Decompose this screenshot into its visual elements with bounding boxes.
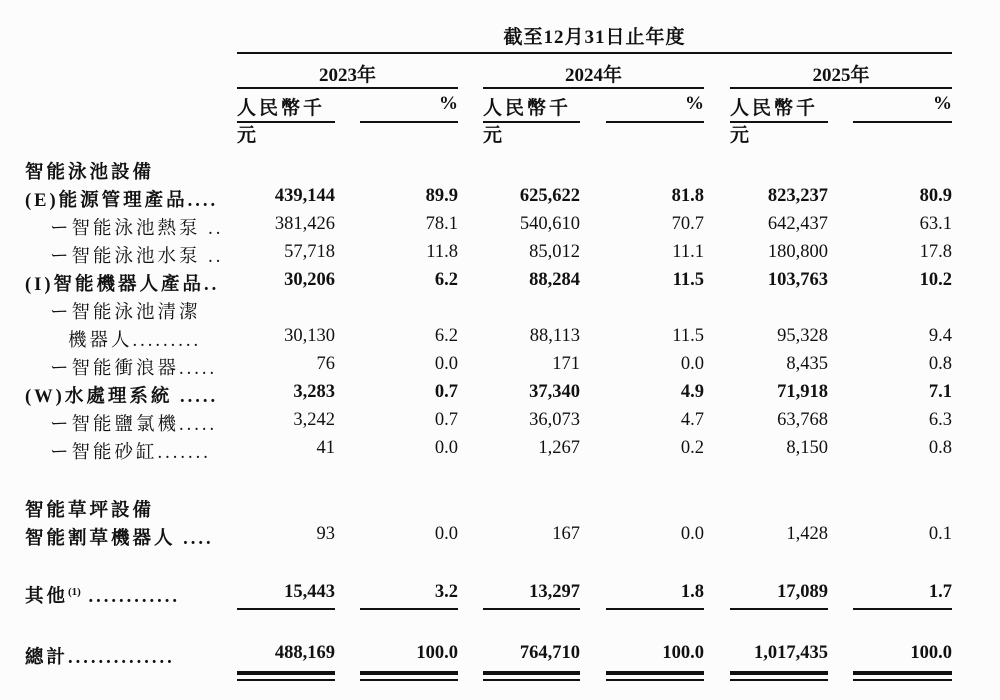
cell-2025-pct: 100.0	[910, 643, 952, 663]
cell-2024-pct: 11.5	[672, 326, 704, 346]
table-row	[0, 382, 1000, 410]
cell-2023-amount: 381,426	[274, 214, 335, 234]
cell-2023-pct: 0.0	[434, 438, 458, 458]
cell-2024-amount: 167	[552, 524, 580, 544]
cell-2024-amount: 1,267	[538, 438, 580, 458]
leader-dots: .........	[132, 331, 202, 351]
cell-2023-pct: 0.0	[434, 524, 458, 544]
unit-rule	[606, 121, 704, 123]
table-row	[0, 410, 1000, 438]
cell-2024-amount: 764,710	[519, 643, 580, 663]
leader-dots: ..	[200, 219, 224, 239]
table-row	[0, 524, 1000, 552]
cell-2023-amount: 3,283	[293, 382, 335, 402]
table-row	[0, 438, 1000, 466]
cell-2024-pct: 11.5	[672, 270, 704, 290]
cell-2025-pct: 7.1	[928, 382, 952, 402]
row-label: 智能割草機器人	[25, 529, 176, 549]
row-label: ー智能泳池清潔	[50, 303, 201, 323]
year-header-2025: 2025年	[812, 65, 870, 86]
unit-pct-2024: %	[685, 93, 704, 114]
cell-2025-pct: 80.9	[919, 186, 952, 206]
table-row	[0, 354, 1000, 382]
row-label: 總計	[25, 648, 69, 668]
cell-2025-amount: 8,435	[786, 354, 828, 374]
unit-rule	[483, 121, 580, 123]
year-header-2024: 2024年	[564, 65, 622, 86]
cell-2023-pct: 89.9	[425, 186, 458, 206]
unit-rule	[360, 121, 458, 123]
cell-2023-amount: 76	[316, 354, 335, 374]
cell-2024-pct: 4.9	[680, 382, 704, 402]
leader-dots: ....	[175, 529, 214, 549]
footnote-marker: (1)	[68, 585, 81, 598]
leader-dots: .....	[172, 387, 219, 407]
cell-2024-pct: 4.7	[680, 410, 704, 430]
unit-pct-2025: %	[933, 93, 952, 114]
leader-dots: ....	[187, 191, 219, 211]
cell-2024-amount: 625,622	[519, 186, 580, 206]
row-label: (W)水處理系統	[25, 387, 173, 407]
cell-2025-amount: 8,150	[786, 438, 828, 458]
table-row	[0, 270, 1000, 298]
cell-2024-pct: 100.0	[662, 643, 704, 663]
row-label: (E)能源管理產品	[25, 191, 188, 211]
row-label: ー智能泳池熱泵	[50, 219, 201, 239]
cell-2023-pct: 6.2	[434, 270, 458, 290]
cell-2023-amount: 488,169	[274, 643, 335, 663]
cell-2025-amount: 71,918	[777, 382, 828, 402]
cell-2025-pct: 1.7	[928, 582, 952, 602]
cell-2023-pct: 0.0	[434, 354, 458, 374]
cell-2024-pct: 70.7	[671, 214, 704, 234]
subtotal-rule	[853, 608, 952, 610]
cell-2023-pct: 11.8	[426, 242, 458, 262]
cell-2024-pct: 0.0	[680, 354, 704, 374]
unit-rule	[237, 121, 335, 123]
cell-2025-amount: 180,800	[767, 242, 828, 262]
subtotal-rule	[360, 608, 458, 610]
unit-rule	[853, 121, 952, 123]
subtotal-rule	[730, 608, 828, 610]
cell-2025-amount: 95,328	[777, 326, 828, 346]
cell-2024-pct: 0.0	[680, 524, 704, 544]
leader-dots: .....	[179, 359, 218, 379]
cell-2023-amount: 30,130	[284, 326, 335, 346]
cell-2025-amount: 17,089	[777, 582, 828, 602]
cell-2025-pct: 6.3	[928, 410, 952, 430]
total-double-rule	[360, 671, 458, 675]
year-rule-2024	[483, 87, 704, 89]
cell-2023-pct: 6.2	[434, 326, 458, 346]
cell-2023-pct: 0.7	[434, 410, 458, 430]
table-period-title: 截至12月31日止年度	[503, 27, 686, 48]
leader-dots: .....	[179, 415, 218, 435]
cell-2025-amount: 103,763	[767, 270, 828, 290]
cell-2024-pct: 0.2	[680, 438, 704, 458]
cell-2025-pct: 63.1	[919, 214, 952, 234]
total-double-rule	[853, 679, 952, 681]
row-label: 智能草坪設備	[25, 501, 155, 521]
cell-2025-pct: 17.8	[919, 242, 952, 262]
total-double-rule	[237, 679, 335, 681]
cell-2024-amount: 85,012	[529, 242, 580, 262]
cell-2023-amount: 3,242	[293, 410, 335, 430]
table-row	[0, 242, 1000, 270]
cell-2023-amount: 439,144	[274, 186, 335, 206]
section-heading-pool-equipment	[0, 158, 1000, 186]
cell-2023-pct: 3.2	[434, 582, 458, 602]
row-label: ー智能衝浪器	[50, 359, 180, 379]
subtotal-rule	[237, 608, 335, 610]
row-label: (I)智能機器人產品	[25, 275, 205, 295]
unit-amount-2025: 人民幣千元	[730, 98, 819, 146]
cell-2023-amount: 15,443	[284, 582, 335, 602]
cell-2025-pct: 10.2	[919, 270, 952, 290]
row-label: ー智能砂缸	[50, 443, 158, 463]
row-label: 其他	[25, 587, 69, 607]
cell-2024-pct: 1.8	[680, 582, 704, 602]
cell-2025-pct: 0.1	[928, 524, 952, 544]
cell-2025-amount: 1,428	[786, 524, 828, 544]
cell-2024-amount: 540,610	[519, 214, 580, 234]
table-row	[0, 214, 1000, 242]
year-rule-2025	[730, 87, 952, 89]
table-row-others	[0, 582, 1000, 610]
cell-2025-amount: 823,237	[767, 186, 828, 206]
row-label: ー智能鹽氯機	[50, 415, 180, 435]
year-header-2023: 2023年	[318, 65, 376, 86]
unit-amount-2024: 人民幣千元	[483, 98, 572, 146]
total-double-rule	[483, 671, 580, 675]
cell-2025-amount: 642,437	[767, 214, 828, 234]
cell-2023-pct: 0.7	[434, 382, 458, 402]
leader-dots: ............	[80, 587, 180, 607]
cell-2024-pct: 81.8	[671, 186, 704, 206]
leader-dots: ..	[204, 275, 220, 295]
leader-dots: ..............	[68, 648, 175, 668]
table-row	[0, 326, 1000, 354]
cell-2024-amount: 36,073	[529, 410, 580, 430]
total-double-rule	[853, 671, 952, 675]
section-heading-lawn-equipment	[0, 496, 1000, 524]
cell-2024-amount: 171	[552, 354, 580, 374]
cell-2025-amount: 1,017,435	[754, 643, 828, 663]
cell-2023-amount: 57,718	[284, 242, 335, 262]
total-double-rule	[730, 679, 828, 681]
cell-2025-pct: 9.4	[928, 326, 952, 346]
unit-pct-2023: %	[439, 93, 458, 114]
total-double-rule	[237, 671, 335, 675]
cell-2023-amount: 30,206	[284, 270, 335, 290]
cell-2025-amount: 63,768	[777, 410, 828, 430]
cell-2023-pct: 100.0	[416, 643, 458, 663]
cell-2023-amount: 93	[316, 524, 335, 544]
cell-2023-amount: 41	[316, 438, 335, 458]
leader-dots: ..	[200, 247, 224, 267]
cell-2024-amount: 88,284	[529, 270, 580, 290]
year-rule-2023	[237, 87, 458, 89]
subtotal-rule	[483, 608, 580, 610]
cell-2025-pct: 0.8	[928, 354, 952, 374]
cell-2024-amount: 88,113	[529, 326, 580, 346]
total-double-rule	[483, 679, 580, 681]
unit-rule	[730, 121, 828, 123]
subtotal-rule	[606, 608, 704, 610]
table-row-total	[0, 643, 1000, 671]
table-row	[0, 186, 1000, 214]
cell-2025-pct: 0.8	[928, 438, 952, 458]
table-row	[0, 298, 1000, 326]
total-double-rule	[606, 679, 704, 681]
leader-dots: .......	[157, 443, 211, 463]
total-double-rule	[730, 671, 828, 675]
total-double-rule	[606, 671, 704, 675]
row-label: 智能泳池設備	[25, 163, 155, 183]
cell-2024-pct: 11.1	[672, 242, 704, 262]
header-rule	[237, 52, 952, 54]
total-double-rule	[360, 679, 458, 681]
cell-2023-pct: 78.1	[425, 214, 458, 234]
row-label: 機器人	[68, 331, 133, 351]
unit-amount-2023: 人民幣千元	[237, 98, 326, 146]
cell-2024-amount: 13,297	[529, 582, 580, 602]
row-label: ー智能泳池水泵	[50, 247, 201, 267]
cell-2024-amount: 37,340	[529, 382, 580, 402]
